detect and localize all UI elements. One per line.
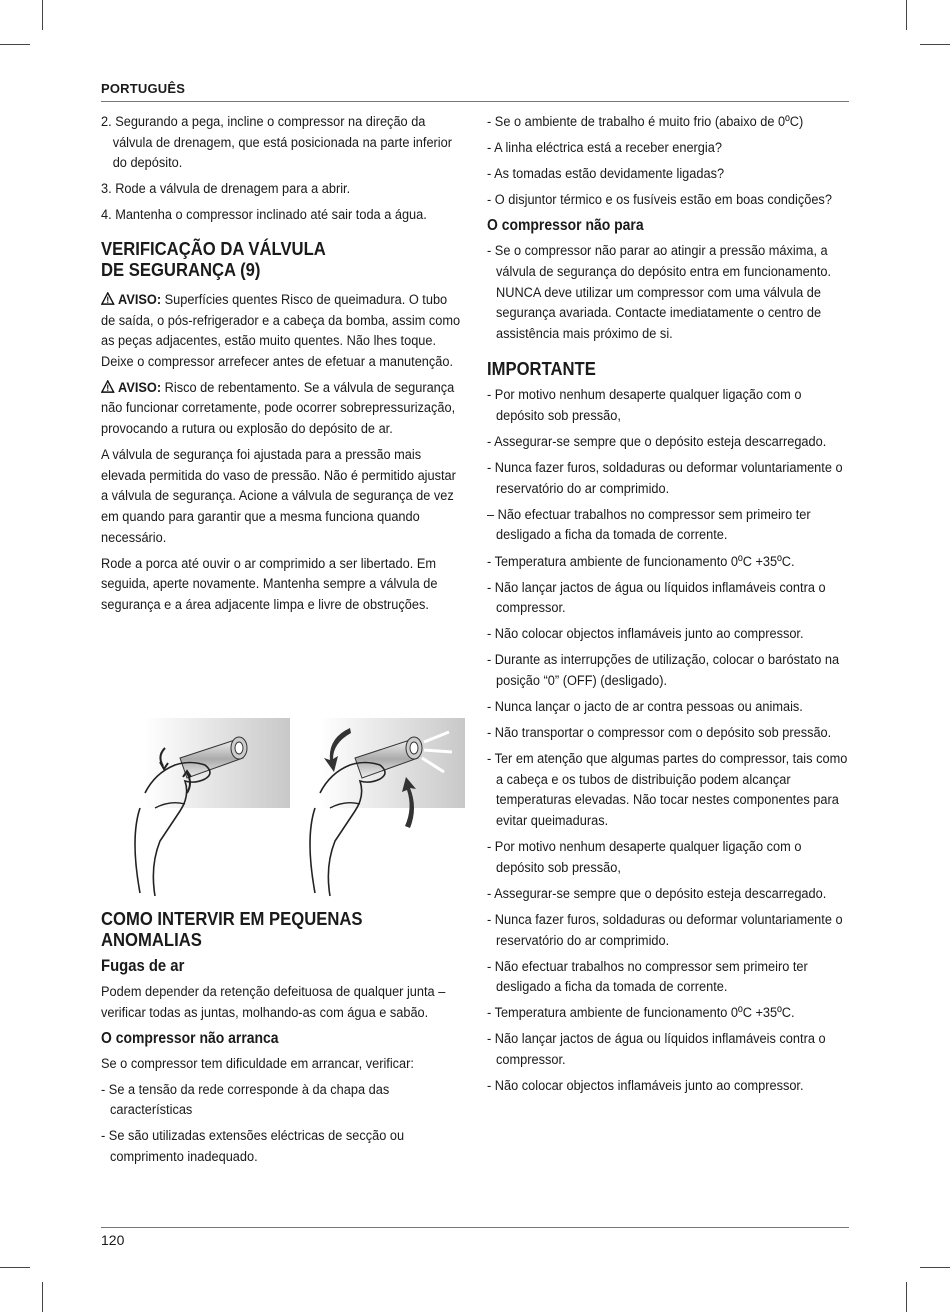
importante-item: - Não colocar objectos inflamáveis junto ao compressor. <box>487 626 804 643</box>
header-rule <box>101 101 849 102</box>
language-header: PORTUGUÊS <box>101 81 186 96</box>
check-item: - As tomadas estão devidamente ligadas? <box>487 166 725 183</box>
crop-mark <box>920 44 950 45</box>
nao-arranca-text: Se o compressor tem dificuldade em arrancar, verificar: <box>101 1055 414 1072</box>
warning-burn <box>101 290 462 372</box>
fugas-title: Fugas de ar <box>101 957 185 975</box>
importante-item: - Por motivo nenhum desaperte qualquer ligação com o depósito sob pressão, <box>487 839 802 876</box>
importante-item: - Ter em atenção que algumas partes do compressor, tais como a cabeça e os tubos de distribuição podem alcançar temperaturas elevadas. Não tocar nestes componentes para evitar queimaduras. <box>487 751 848 830</box>
safety-valve-illustration-1 <box>125 718 290 898</box>
crop-mark <box>906 0 907 30</box>
valve-paragraph-2: Rode a porca até ouvir o ar comprimido a ser libertado. Em seguida, aperte novamente. Mantenha sempre a válvula de segurança e a área adjacente limpa e livre de obstruções. <box>101 555 438 613</box>
left-column-top <box>101 112 462 621</box>
importante-item: - Nunca fazer furos, soldaduras ou deformar voluntariamente o reservatório do ar comprimido. <box>487 911 843 949</box>
step-2: 2. Segurando a pega, incline o compressor na direção da válvula de drenagem, que está posicionada na parte inferior do depósito. <box>101 114 453 172</box>
importante-list <box>487 385 849 1096</box>
importante-item: - Temperatura ambiente de funcionamento 0ºC +35ºC. <box>487 1005 795 1022</box>
crop-mark <box>920 1267 950 1268</box>
importante-title: IMPORTANTE <box>487 358 596 380</box>
check-item: - Se são utilizadas extensões eléctricas de secção ou comprimento inadequado. <box>101 1128 405 1166</box>
anomalias-section-title: COMO INTERVIR EM PEQUENAS ANOMALIAS <box>101 908 363 950</box>
warning-triangle-icon <box>101 380 115 393</box>
valve-section-title: VERIFICAÇÃO DA VÁLVULA DE SEGURANÇA (9) <box>101 237 326 280</box>
warning-label: AVISO: <box>118 379 162 396</box>
check-item: - A linha eléctrica está a receber energia? <box>487 140 722 157</box>
nao-arranca-title: O compressor não arranca <box>101 1029 279 1047</box>
footer-rule <box>101 1227 849 1228</box>
valve-paragraph-1: A válvula de segurança foi ajustada para a pressão mais elevada permitida do vaso de pressão. Não é permitido ajustar a válvula de segurança. Acione a válvula de segurança de vez em quando para garantir que a mesma funciona quando necessário. <box>101 447 456 546</box>
nao-para-item: - Se o compressor não parar ao atingir a pressão máxima, a válvula de segurança do depósito entra em funcionamento. NUNCA deve utilizar um compressor com uma válvula de segurança avariada. Contacte imediatamente o centro de assistência mais próximo de si. <box>487 243 832 342</box>
importante-item: - Assegurar-se sempre que o depósito esteja descarregado. <box>487 434 827 451</box>
warning-text: Risco de rebentamento. Se a válvula de segurança não funcionar corretamente, pode ocorrer sobrepressurização, provocando a rutura ou explosão do depósito de ar. <box>101 379 456 438</box>
importante-item: – Não efectuar trabalhos no compressor sem primeiro ter desligado a ficha da tomada de corrente. <box>487 506 811 544</box>
left-column-bottom <box>101 908 462 1173</box>
importante-item: - Durante as interrupções de utilização, colocar o baróstato na posição “0” (OFF) (desligado). <box>487 652 840 689</box>
crop-mark <box>42 1282 43 1312</box>
importante-item: - Por motivo nenhum desaperte qualquer ligação com o depósito sob pressão, <box>487 387 802 424</box>
importante-item: - Não lançar jactos de água ou líquidos inflamáveis contra o compressor. <box>487 1031 826 1068</box>
importante-item: - Não lançar jactos de água ou líquidos inflamáveis contra o compressor. <box>487 579 826 617</box>
safety-valve-illustration-2 <box>300 718 465 898</box>
crop-mark <box>42 0 43 30</box>
importante-item: - Não efectuar trabalhos no compressor sem primeiro ter desligado a ficha da tomada de corrente. <box>487 958 808 996</box>
importante-item: - Nunca fazer furos, soldaduras ou deformar voluntariamente o reservatório do ar comprimido. <box>487 460 843 497</box>
importante-item: - Não transportar o compressor com o depósito sob pressão. <box>487 725 832 742</box>
page-number: 120 <box>101 1232 125 1248</box>
warning-label: AVISO: <box>118 291 162 308</box>
warning-triangle-icon <box>101 292 115 305</box>
importante-item: - Assegurar-se sempre que o depósito esteja descarregado. <box>487 885 827 902</box>
warning-text: Superfícies quentes Risco de queimadura. O tubo de saída, o pós-refrigerador e a cabeça da bomba, assim como as peças adjacentes, estão muito quentes. Não lhes toque. Deixe o compressor arrefecer antes de efetuar a manutenção. <box>101 291 461 370</box>
check-item: - Se a tensão da rede corresponde à da chapa das características <box>101 1081 390 1119</box>
step-4: 4. Mantenha o compressor inclinado até sair toda a água. <box>101 207 427 224</box>
crop-mark <box>0 1267 30 1268</box>
right-column <box>487 112 849 1102</box>
nao-para-title: O compressor não para <box>487 217 644 235</box>
check-item: - Se o ambiente de trabalho é muito frio (abaixo de 0ºC) <box>487 114 804 130</box>
importante-item: - Não colocar objectos inflamáveis junto ao compressor. <box>487 1078 804 1095</box>
warning-burst <box>101 378 462 440</box>
importante-item: - Temperatura ambiente de funcionamento 0ºC +35ºC. <box>487 553 795 570</box>
check-item: - O disjuntor térmico e os fusíveis estão em boas condições? <box>487 192 832 209</box>
crop-mark <box>0 44 30 45</box>
step-3: 3. Rode a válvula de drenagem para a abrir. <box>101 181 351 198</box>
crop-mark <box>906 1282 907 1312</box>
fugas-text: Podem depender da retenção defeituosa de qualquer junta – verificar todas as juntas, molhando-as com água e sabão. <box>101 984 446 1021</box>
importante-item: - Nunca lançar o jacto de ar contra pessoas ou animais. <box>487 699 803 716</box>
